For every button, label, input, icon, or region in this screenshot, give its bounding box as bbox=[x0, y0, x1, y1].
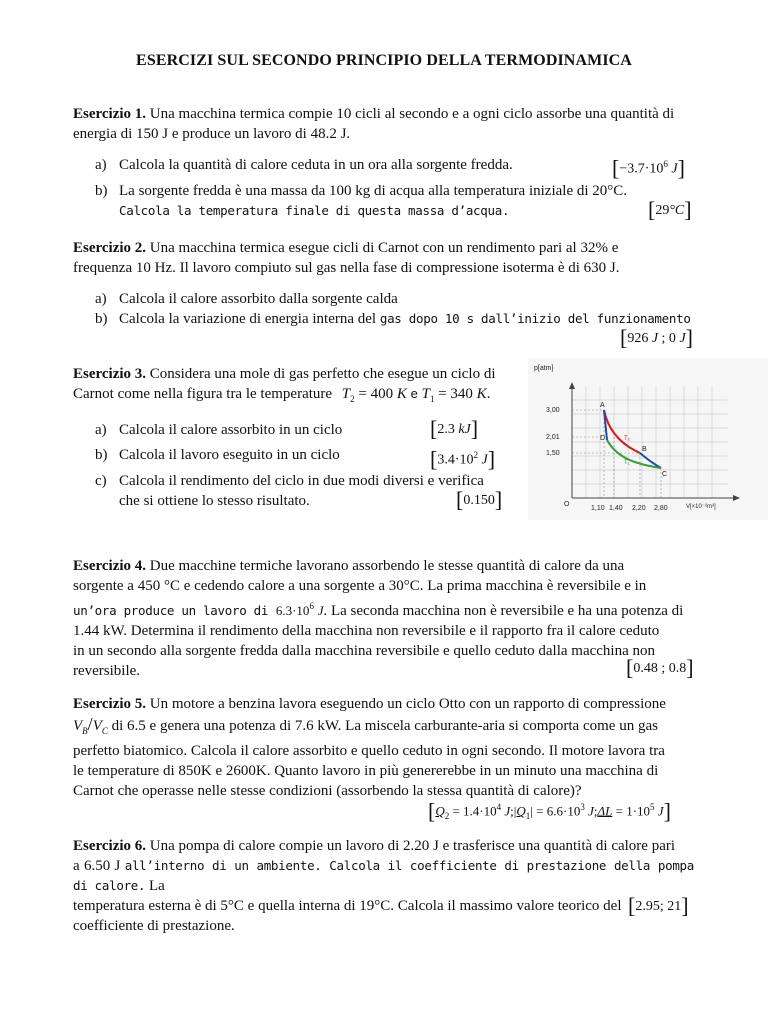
point-b-label: B bbox=[642, 446, 647, 453]
exercise-6-text: Esercizio 6. Una pompa di calore compie un lavoro di 2.20 J e trasferisce una quantità di calore pari a 6.50 J all’interno di un ambiente. Calcola il coefficiente di prestazione della pompa di calore. La temperatura esterna è di 5°C e quella interna di 19°C. Calcola il massimo valore teorico del coefficiente di prestazione. bbox=[73, 838, 695, 934]
exercise-3-answer-b: [$3.4\cdot 10^2$ J] bbox=[430, 446, 496, 472]
exercise-3-text: Esercizio 3. Considera una mole di gas perfetto che esegue un ciclo di Carnot come nella figura tra le temperature $T_2 = 400$ K e $T_1 = 340$ K. bbox=[73, 366, 496, 404]
x-tick-label: 1,10 bbox=[591, 505, 605, 512]
exercise-4-answer: [0.48 ; 0.8] bbox=[626, 655, 694, 680]
exercise-3-item-c: c) Calcola il rendimento del ciclo in due modi diversi e verifica che si ottiene lo stesso risultato. bbox=[95, 473, 484, 509]
carnot-diagram-svg bbox=[528, 358, 768, 520]
exercise-3-answer-c: [0.150] bbox=[456, 487, 503, 512]
y-tick-label: 3,00 bbox=[546, 407, 560, 414]
x-tick-label: 2,80 bbox=[654, 505, 668, 512]
exercise-2-answer: [926 J ; 0 J] bbox=[620, 325, 693, 350]
exercise-3-heading: Esercizio 3. bbox=[73, 366, 147, 382]
point-c-label: C bbox=[662, 471, 668, 478]
point-d-label: D bbox=[600, 435, 606, 442]
x-tick-label: 1,40 bbox=[609, 505, 623, 512]
exercise-1-item-b: b) La sorgente fredda è una massa da 100 kg di acqua alla temperatura iniziale di 20°C. Calcola la temperatura finale di questa massa d’acqua. bbox=[95, 183, 628, 218]
figure-background bbox=[528, 358, 768, 520]
exercise-2-text: Esercizio 2. Una macchina termica esegue cicli di Carnot con un rendimento pari al 32% e frequenza 10 Hz. Il lavoro compiuto sul gas nella fase di compressione isoterma è di 630 J. bbox=[73, 240, 620, 276]
exercise-2-item-b: b) Calcola la variazione di energia interna del gas dopo 10 s dall’inizio del funzionamento bbox=[95, 311, 691, 327]
figure-ylabel: p[atm] bbox=[534, 365, 554, 372]
exercise-6-answer: [2.95; 21] bbox=[628, 893, 689, 918]
exercise-1-answer-a: [$-3.7\cdot 10^6$ J] bbox=[612, 155, 685, 181]
exercise-2-item-a: a) Calcola il calore assorbito dalla sorgente calda bbox=[95, 291, 398, 307]
x-tick-label: 2,20 bbox=[632, 505, 646, 512]
exercise-1-text: Esercizio 1. Una macchina termica compie 10 cicli al secondo e a ogni ciclo assorbe una quantità di energia di 150 J e produce un lavoro di 48.2 J. bbox=[73, 106, 675, 142]
exercise-3-item-b: b) Calcola il lavoro eseguito in un ciclo bbox=[95, 447, 340, 463]
exercise-3-answer-a: [2.3 kJ] bbox=[430, 416, 479, 441]
exercise-5-heading: Esercizio 5. bbox=[73, 696, 147, 712]
curve-label-t1: T₁ bbox=[624, 460, 630, 466]
point-a-label: A bbox=[600, 402, 605, 409]
carnot-cycle-figure bbox=[528, 358, 768, 520]
page-title: ESERCIZI SUL SECONDO PRINCIPIO DELLA TERMODINAMICA bbox=[136, 52, 632, 69]
exercise-5-answer: [$Q_2 = 1.4\cdot 10^4$ $J;|Q_1| = 6.6\cdot 10^3$ J;ΔL = $1\cdot 10^5$ J] bbox=[428, 798, 671, 824]
figure-origin: O bbox=[564, 501, 570, 508]
y-tick-label: 2,01 bbox=[546, 434, 560, 441]
curve-label-t2: T₂ bbox=[624, 436, 630, 442]
exercise-4-text: Esercizio 4. Due macchine termiche lavorano assorbendo le stesse quantità di calore da una sorgente a 450 °C e cedendo calore a una sorgente a 30°C. La prima macchina è reversibile e in un’ora produce un lavoro di $6.3\cdot 10^6$ J. La seconda macchina non è reversibile e ha una potenza di 1.44 kW. Determina il rendimento della macchina non reversibile e il rapporto fra il calore ceduto in un secondo alla sorgente fredda dalla macchina reversibile e quello ceduto dalla macchina non reversibile. bbox=[73, 558, 684, 679]
exercise-4-heading: Esercizio 4. bbox=[73, 558, 147, 574]
exercise-1-heading: Esercizio 1. bbox=[73, 106, 147, 122]
exercise-6-heading: Esercizio 6. bbox=[73, 838, 147, 854]
exercise-5-text: Esercizio 5. Un motore a benzina lavora eseguendo un ciclo Otto con un rapporto di compressione $V_B/V_C$ di 6.5 e genera una potenza di 7.6 kW. La miscela carburante-aria si comporta come un gas perfetto biatomico. Calcola il calore assorbito e quello ceduto in ogni secondo. Il motore lavora tra le temperature di 850K e 2600K. Quanto lavoro in più genererebbe in un minuto una macchina di Carnot che operasse nelle stesse condizioni (assorbendo la stessa quantità di calore)? bbox=[73, 696, 666, 799]
exercise-1-answer-b: [29°C] bbox=[648, 197, 692, 222]
exercise-3-item-a: a) Calcola il calore assorbito in un ciclo bbox=[95, 422, 343, 438]
figure-xlabel: V[×10⁻²m³] bbox=[686, 504, 716, 510]
exercise-1-item-a: a) Calcola la quantità di calore ceduta in un ora alla sorgente fredda. bbox=[95, 157, 513, 173]
y-tick-label: 1,50 bbox=[546, 450, 560, 457]
exercise-2-heading: Esercizio 2. bbox=[73, 240, 147, 256]
